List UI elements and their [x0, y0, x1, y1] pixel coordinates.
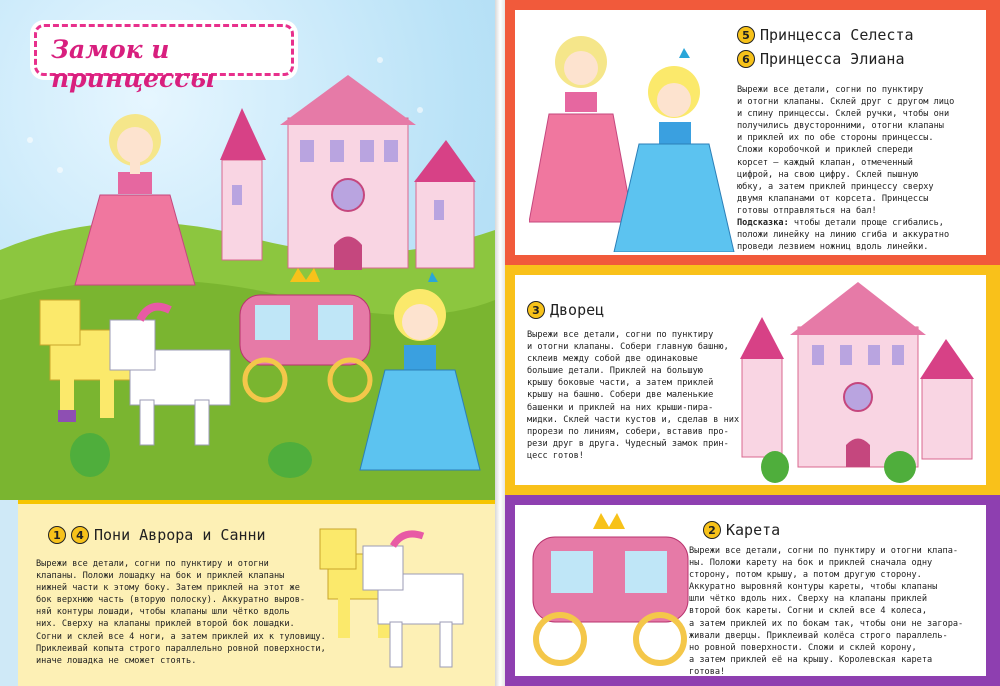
- princesses-instructions: [737, 84, 987, 253]
- pony-heading: [48, 526, 266, 544]
- hint-label: Подсказка:: [737, 218, 789, 229]
- ponies-small-illustration: [318, 514, 478, 684]
- carriage-instructions-text: Вырежи все детали, согни по пунктиру и отогни клапа- ны. Положи карету на бок и приклей сначала одну сторону, потом крышу, а потом другую сторону. Аккуратно выровняй контуры кареты, чтобы клапаны шли чётко вдоль них. Сверху на клапаны приклей второй бок кареты. Согни и склей все 4 колеса, а затем приклей их по бокам так, чтобы они не загора- живали дверцы. Приклеивай колёса строго параллель- но ровной поверхности. Сложи и склей корону, а затем приклей её на крышу. Королевская карета готова!: [689, 546, 964, 677]
- right-page: [505, 0, 1000, 686]
- princess-eliana-name: Принцесса Элиана: [760, 50, 905, 68]
- princesses-illustration: [529, 22, 739, 252]
- carriage-panel-content: [515, 505, 986, 676]
- number-badge: 5: [737, 26, 755, 44]
- number-badge: 1: [48, 526, 66, 544]
- number-badge: 6: [737, 50, 755, 68]
- palace-panel: [505, 265, 1000, 495]
- palace-heading: [527, 301, 604, 319]
- carriage-small-illustration: [525, 509, 695, 674]
- palace-panel-content: [515, 275, 986, 485]
- palace-illustration: [730, 277, 980, 487]
- castle-illustration: [220, 75, 476, 270]
- princess-celeste-illustration: [75, 114, 195, 285]
- palace-heading-text: Дворец: [550, 301, 605, 319]
- carriage-heading: [703, 521, 780, 539]
- pony-instructions-box: [18, 500, 495, 686]
- princesses-instructions-text: Вырежи все детали, согни по пунктиру и отогни клапаны. Склей друг с другом лицо и спину принцессы. Склей ручки, чтобы они получились двусторонними, отогни клапаны и приклей их по обе стороны принцессы. Сложи коробочкой и приклей спереди корсет — каждый клапан, отмеченный цифрой, на свою цифру. Склей пышную юбку, а затем приклей принцессу сверху двумя клапанами от корсета. Принцессы готовы отправляться на бал!: [737, 85, 955, 216]
- carriage-heading-text: Карета: [726, 521, 781, 539]
- number-badge: 3: [527, 301, 545, 319]
- princess-eliana-heading: [737, 50, 905, 68]
- carriage-panel: [505, 495, 1000, 686]
- number-badge: 4: [71, 526, 89, 544]
- princesses-panel-content: [515, 10, 986, 255]
- page-title: Замок и принцессы: [51, 35, 215, 93]
- left-page: [0, 0, 495, 686]
- hint-text: чтобы детали проще сгибались, положи линейку на линию сгиба и аккуратно проведи лезвием ножниц вдоль линейки.: [737, 218, 950, 253]
- pony-heading-text: Пони Аврора и Санни: [94, 526, 266, 544]
- princess-celeste-heading: [737, 26, 914, 44]
- princess-celeste-name: Принцесса Селеста: [760, 26, 914, 44]
- number-badge: 2: [703, 521, 721, 539]
- palace-instructions-text: Вырежи все детали, согни по пунктиру и отогни клапаны. Собери главную башню, склеив между собой две одинаковые большие детали. Приклей на большую крышу боковые части, а затем приклей крышу на башню. Собери две маленькие башенки и приклей на них крыши-пира- мидки. Склей части кустов и, сделав в них прорези по линиям, собери, вставив про- рези друг в друга. Чудесный замок прин- цесс готов!: [527, 330, 740, 461]
- page-title-banner: [34, 24, 294, 93]
- princesses-panel: [505, 0, 1000, 265]
- book-spine: [495, 0, 505, 686]
- pony-instructions-text: Вырежи все детали, согни по пунктиру и отогни клапаны. Положи лошадку на бок и приклей клапаны нижней части к этому боку. Затем приклей на этот же бок верхнюю часть (вторую полоску). Аккуратно выров- няй контуры лошади, чтобы клапаны шли чётко вдоль них. Сверху на клапаны приклей второй бок лошадки. Согни и склей все 4 ноги, а затем приклей их к туловищу. Приклеивай копыта строго параллельно ровной поверхности, иначе лошадка не сможет стоять.: [36, 559, 326, 666]
